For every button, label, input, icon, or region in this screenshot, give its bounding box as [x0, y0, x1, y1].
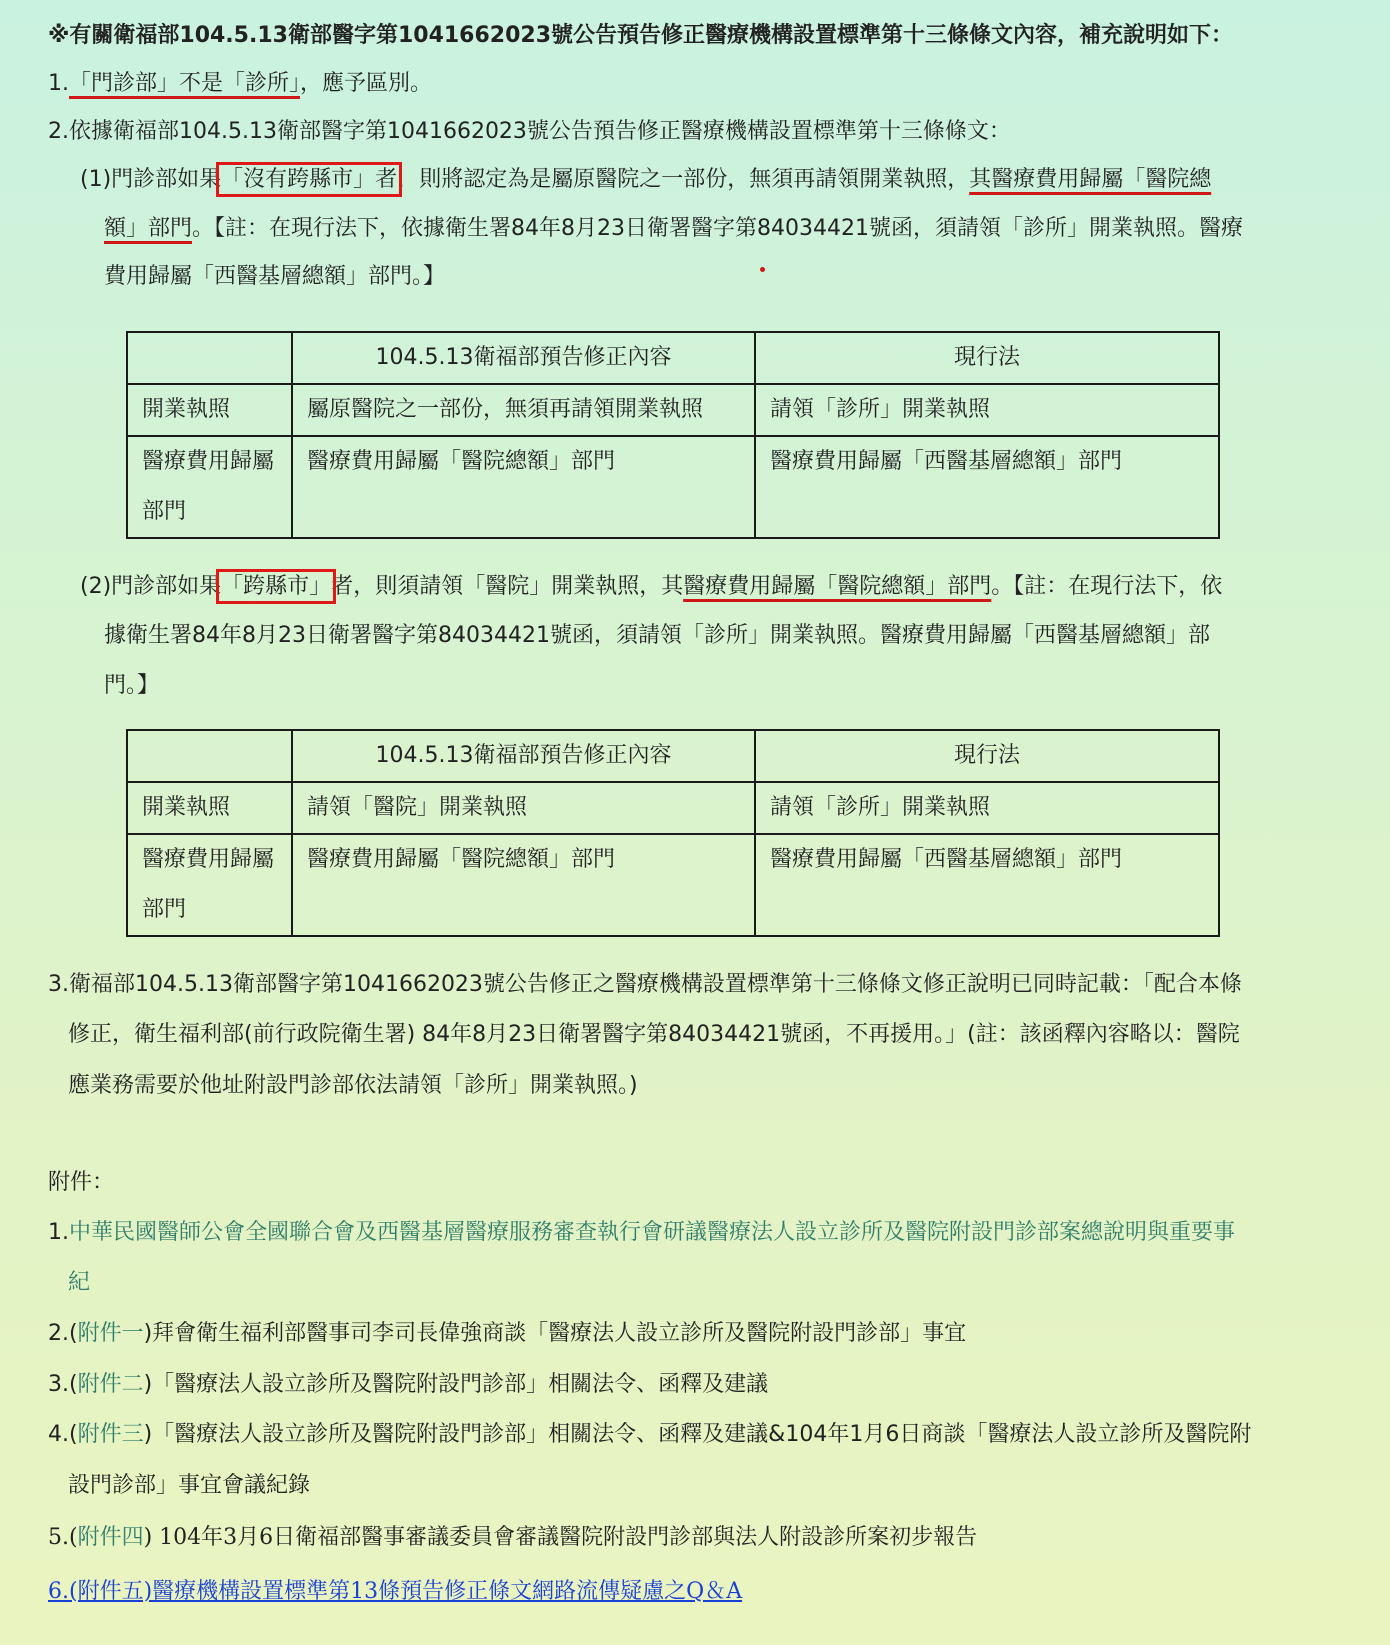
table-cell: 醫療費用歸屬「西醫基層總額」部門	[755, 834, 1219, 936]
attachment-5-num: 5.(	[48, 1525, 78, 1550]
table-header-cell: 現行法	[755, 730, 1219, 782]
table-cell: 請領「診所」開業執照	[755, 384, 1219, 436]
table-header-cell: 104.5.13衛福部預告修正內容	[292, 332, 755, 384]
item3-line2: 修正，衛生福利部(前行政院衛生署) 84年8月23日衛署醫字第84034421號函，不再援用。」(註：該函釋內容略以：醫院	[68, 1022, 1240, 1047]
attachment-3	[48, 1370, 768, 1400]
table-cell: 醫療費用歸屬「醫院總額」部門	[292, 436, 755, 538]
attachment-6-link[interactable]: 6.(附件五)醫療機構設置標準第13條預告修正條文網路流傳疑慮之Q＆A	[48, 1579, 743, 1604]
attachment-2-num: 2.(	[48, 1321, 78, 1346]
sub1-a: (1)門診部如果	[80, 167, 222, 192]
item1-num: 1.	[48, 71, 69, 96]
item2-sub1-line2	[104, 214, 1243, 244]
item2-sub2-line1	[80, 572, 1222, 602]
attachments-title: 附件：	[48, 1170, 115, 1195]
table-header-cell: 104.5.13衛福部預告修正內容	[292, 730, 755, 782]
attachment-1-num: 1.	[48, 1220, 69, 1245]
attachment-6	[48, 1577, 742, 1607]
attachment-2-text: )拜會衛生福利部醫事司李司長偉強商談「醫療法人設立診所及醫院附設門診部」事宜	[143, 1321, 967, 1346]
table-header-cell: 現行法	[755, 332, 1219, 384]
table-cell: 開業執照	[127, 782, 292, 834]
item1	[48, 69, 432, 99]
attachment-5	[48, 1523, 977, 1553]
attachment-3-link[interactable]: 附件二	[77, 1372, 144, 1397]
attachment-5-text: ) 104年3月6日衛福部醫事審議委員會審議醫院附設門診部與法人附設診所案初步報告	[143, 1525, 978, 1550]
table-cell: 屬原醫院之一部份，無須再請領開業執照	[292, 384, 755, 436]
attachment-1-line1	[48, 1218, 1235, 1248]
sub2-u: 醫療費用歸屬「醫院總額」部門	[683, 574, 992, 599]
table-row	[127, 436, 1219, 538]
attachment-1-link[interactable]: 中華民國醫師公會全國聯合會及西醫基層醫療服務審查執行會研議醫療法人設立診所及醫院附設門診部案總說明與重要事	[69, 1220, 1236, 1245]
attachment-4-line2: 設門診部」事宜會議紀錄	[68, 1473, 311, 1498]
table-cell	[127, 834, 292, 936]
table-cell: 醫療費用歸屬「西醫基層總額」部門	[755, 436, 1219, 538]
table-row	[127, 782, 1219, 834]
table-cell	[127, 730, 292, 782]
cell-line: 部門	[142, 499, 187, 524]
attachment-1-link-cont[interactable]: 紀	[68, 1270, 91, 1295]
table-cell: 請領「醫院」開業執照	[292, 782, 755, 834]
sub2-a: (2)門診部如果	[80, 574, 222, 599]
cell-line: 醫療費用歸屬	[142, 449, 275, 474]
table-cell	[127, 332, 292, 384]
cell-line: 醫療費用歸屬	[142, 847, 275, 872]
sub2-c: 。【註：在現行法下，依	[991, 574, 1223, 599]
sub1-u2: 額」部門	[104, 216, 193, 241]
sub1-b: ，則將認定為是屬原醫院之一部份，無須再請領開業執照，	[397, 167, 970, 192]
attachment-3-num: 3.(	[48, 1372, 78, 1397]
table-row	[127, 730, 1219, 782]
item3-line1: 3.衛福部104.5.13衛部醫字第1041662023號公告修正之醫療機構設置標準第十三條條文修正說明已同時記載：「配合本條	[48, 972, 1242, 997]
comparison-table-1	[126, 331, 1220, 539]
red-dot-mark	[760, 267, 765, 272]
attachment-4-link[interactable]: 附件三	[77, 1422, 144, 1447]
table-row	[127, 384, 1219, 436]
table-row	[127, 332, 1219, 384]
sub2-boxed: 「跨縣市」	[221, 574, 332, 599]
item2-sub2-line3: 門。】	[104, 673, 160, 698]
cell-line: 部門	[142, 897, 187, 922]
table-cell: 醫療費用歸屬「醫院總額」部門	[292, 834, 755, 936]
item1-rest: ，應予區別。	[300, 71, 433, 96]
attachment-3-text: )「醫療法人設立診所及醫院附設門診部」相關法令、函釋及建議	[143, 1372, 769, 1397]
attachment-2	[48, 1319, 966, 1349]
attachment-1-line2	[68, 1268, 90, 1298]
comparison-table-2	[126, 729, 1220, 937]
attachment-4-num: 4.(	[48, 1422, 78, 1447]
sub1-boxed: 「沒有跨縣市」者	[221, 167, 398, 192]
sub1-u1: 其醫療費用歸屬「醫院總	[969, 167, 1212, 192]
item2-sub1-line3: 費用歸屬「西醫基層總額」部門。】	[104, 264, 446, 289]
heading: ※有關衛福部104.5.13衛部醫字第1041662023號公告預告修正醫療機構設置標準第十三條條文內容，補充說明如下：	[48, 23, 1234, 48]
table-row	[127, 834, 1219, 936]
attachment-5-link[interactable]: 附件四	[77, 1525, 144, 1550]
attachment-4-text: )「醫療法人設立診所及醫院附設門診部」相關法令、函釋及建議&104年1月6日商談「醫療法人設立診所及醫院附	[143, 1422, 1252, 1447]
item2-intro: 2.依據衛福部104.5.13衛部醫字第1041662023號公告預告修正醫療機構設置標準第十三條條文：	[48, 119, 1011, 144]
table-cell: 開業執照	[127, 384, 292, 436]
attachment-4-line1	[48, 1420, 1251, 1450]
table-cell	[127, 436, 292, 538]
item1-underlined: 「門診部」不是「診所」	[69, 71, 301, 96]
sub1-c: 。【註：在現行法下，依據衛生署84年8月23日衛署醫字第84034421號函，須請領「診所」開業執照。醫療	[192, 216, 1243, 241]
item2-sub1-line1	[80, 165, 1211, 195]
item2-sub2-line2: 據衛生署84年8月23日衛署醫字第84034421號函，須請領「診所」開業執照。醫療費用歸屬「西醫基層總額」部	[104, 623, 1210, 648]
item3-line3: 應業務需要於他址附設門診部依法請領「診所」開業執照。)	[68, 1073, 638, 1098]
attachment-2-link[interactable]: 附件一	[77, 1321, 144, 1346]
table-cell: 請領「診所」開業執照	[755, 782, 1219, 834]
sub2-b: 者，則須請領「醫院」開業執照，其	[331, 574, 684, 599]
